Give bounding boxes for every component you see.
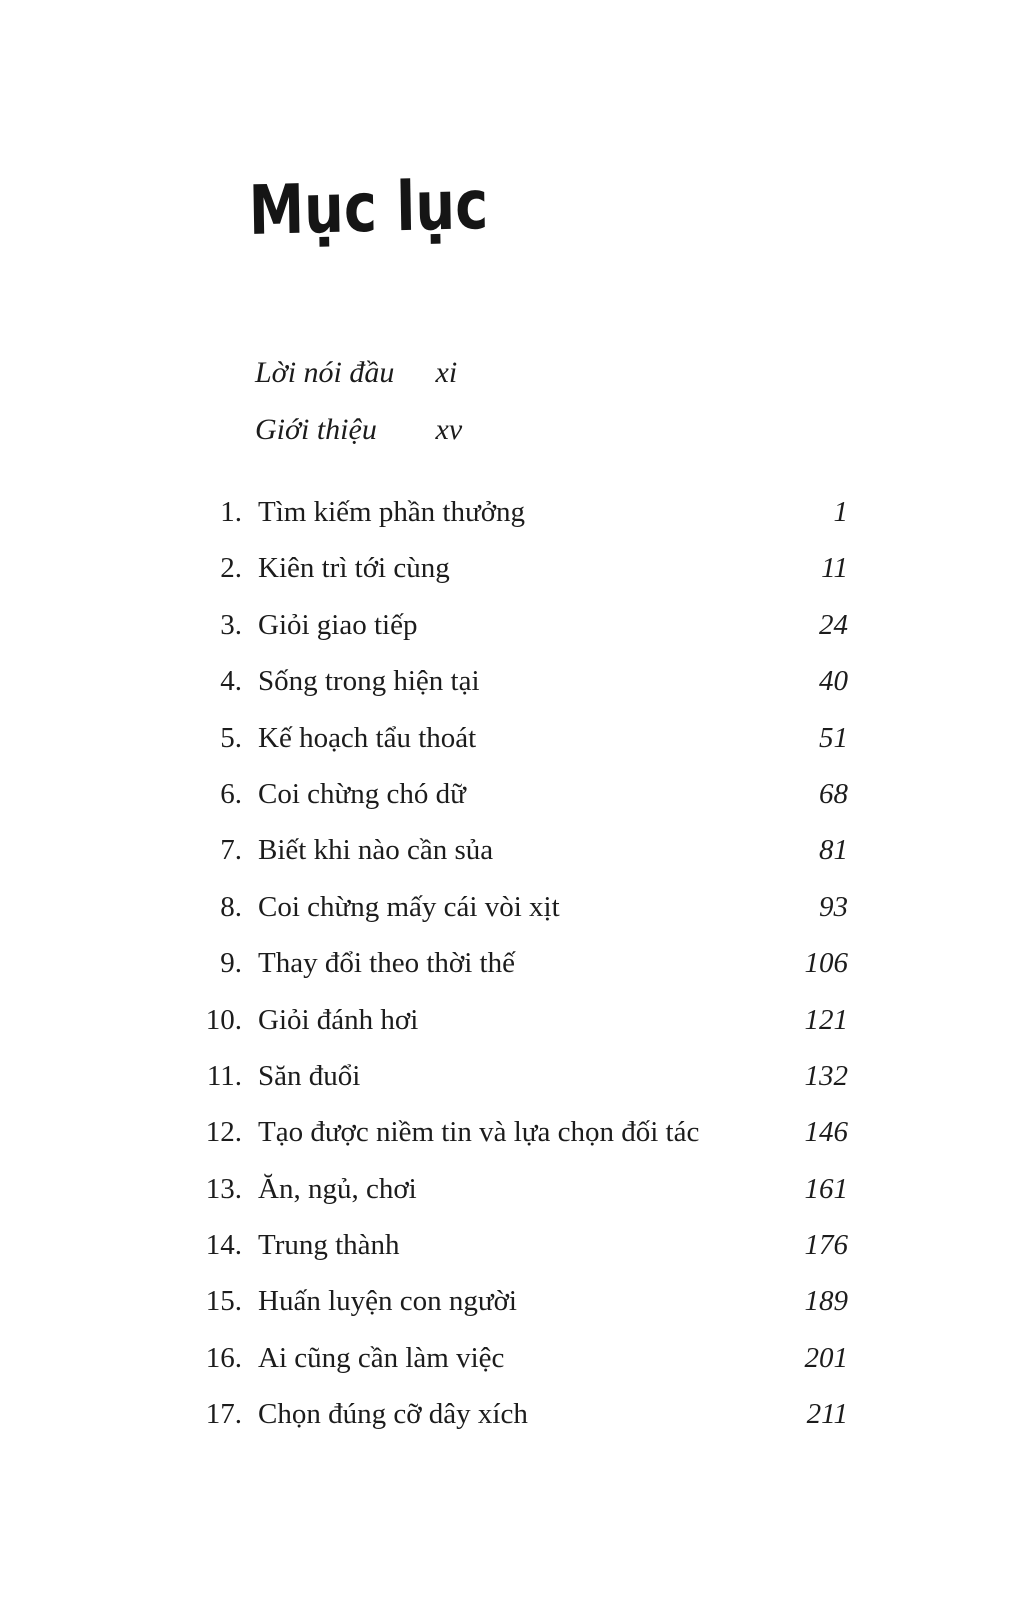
chapter-title: Trung thành <box>258 1229 400 1262</box>
chapter-page-number: 11 <box>821 552 848 585</box>
chapter-page-number: 161 <box>804 1172 848 1205</box>
chapter-page-number: 93 <box>819 890 848 923</box>
chapter-page-number: 106 <box>804 947 848 980</box>
chapter-page-number: 132 <box>804 1059 848 1092</box>
chapter-row <box>198 1386 848 1442</box>
chapter-page-number: 211 <box>806 1398 848 1431</box>
chapter-row <box>198 992 848 1048</box>
front-matter-row <box>255 401 675 458</box>
front-matter-page-number: xv <box>435 413 463 446</box>
page-title: Mục lục <box>248 165 489 251</box>
chapter-number: 2. <box>220 552 242 585</box>
chapter-title: Chọn đúng cỡ dây xích <box>258 1398 528 1431</box>
chapter-number: 6. <box>220 777 242 810</box>
chapter-row <box>198 935 848 991</box>
front-matter-page-number: xi <box>435 356 458 389</box>
chapter-row <box>198 1104 848 1160</box>
chapter-title: Kế hoạch tẩu thoát <box>258 721 477 754</box>
chapter-title: Giỏi giao tiếp <box>258 608 418 641</box>
chapter-number: 1. <box>220 496 242 528</box>
chapter-title: Coi chừng chó dữ <box>258 777 466 810</box>
chapter-title: Giỏi đánh hơi <box>258 1003 419 1036</box>
chapter-title: Ai cũng cần làm việc <box>258 1341 505 1374</box>
chapter-row <box>198 879 848 935</box>
chapter-title: Sống trong hiện tại <box>258 665 480 698</box>
chapter-page-number: 51 <box>819 721 848 754</box>
chapter-number: 10. <box>205 1003 242 1036</box>
front-matter-label: Lời nói đầu <box>255 356 395 389</box>
chapter-title: Coi chừng mấy cái vòi xịt <box>258 890 560 923</box>
chapter-page-number: 189 <box>804 1285 848 1318</box>
chapter-page-number: 146 <box>804 1116 848 1149</box>
chapter-list <box>198 484 848 1443</box>
front-matter-label: Giới thiệu <box>255 413 377 446</box>
chapter-title: Ăn, ngủ, chơi <box>258 1172 417 1205</box>
chapter-number: 12. <box>205 1116 242 1149</box>
chapter-title: Kiên trì tới cùng <box>258 552 450 585</box>
chapter-number: 11. <box>206 1059 242 1092</box>
chapter-page-number: 1 <box>833 496 848 528</box>
chapter-row <box>198 653 848 709</box>
chapter-page-number: 121 <box>804 1003 848 1036</box>
chapter-number: 16. <box>205 1341 242 1374</box>
chapter-page-number: 68 <box>819 777 848 810</box>
chapter-title: Săn đuổi <box>258 1059 361 1092</box>
chapter-page-number: 40 <box>819 665 848 698</box>
chapter-title: Tìm kiếm phần thưởng <box>258 496 526 528</box>
chapter-row <box>198 1273 848 1329</box>
chapter-row <box>198 597 848 653</box>
chapter-row <box>198 540 848 596</box>
chapter-page-number: 24 <box>819 608 848 641</box>
chapter-row <box>198 822 848 878</box>
chapter-number: 13. <box>205 1172 242 1205</box>
chapter-row <box>198 1161 848 1217</box>
chapter-number: 9. <box>220 947 242 980</box>
chapter-row <box>198 484 848 540</box>
chapter-page-number: 176 <box>804 1229 848 1262</box>
chapter-row <box>198 1217 848 1273</box>
chapter-number: 17. <box>205 1398 242 1431</box>
chapter-title: Biết khi nào cần sủa <box>258 834 494 867</box>
chapter-row <box>198 710 848 766</box>
chapter-number: 3. <box>220 608 242 641</box>
chapter-row <box>198 1048 848 1104</box>
chapter-number: 4. <box>220 665 242 698</box>
chapter-page-number: 201 <box>804 1341 848 1374</box>
chapter-row <box>198 1330 848 1386</box>
chapter-title: Thay đổi theo thời thế <box>258 947 515 980</box>
chapter-number: 14. <box>205 1229 242 1262</box>
chapter-number: 5. <box>220 721 242 754</box>
chapter-number: 7. <box>220 834 242 867</box>
chapter-row <box>198 766 848 822</box>
chapter-title: Tạo được niềm tin và lựa chọn đối tác <box>258 1116 700 1149</box>
chapter-number: 8. <box>220 890 242 923</box>
front-matter-list <box>255 344 675 458</box>
chapter-number: 15. <box>205 1285 242 1318</box>
front-matter-row <box>255 344 675 401</box>
chapter-page-number: 81 <box>819 834 848 867</box>
chapter-title: Huấn luyện con người <box>258 1285 517 1318</box>
